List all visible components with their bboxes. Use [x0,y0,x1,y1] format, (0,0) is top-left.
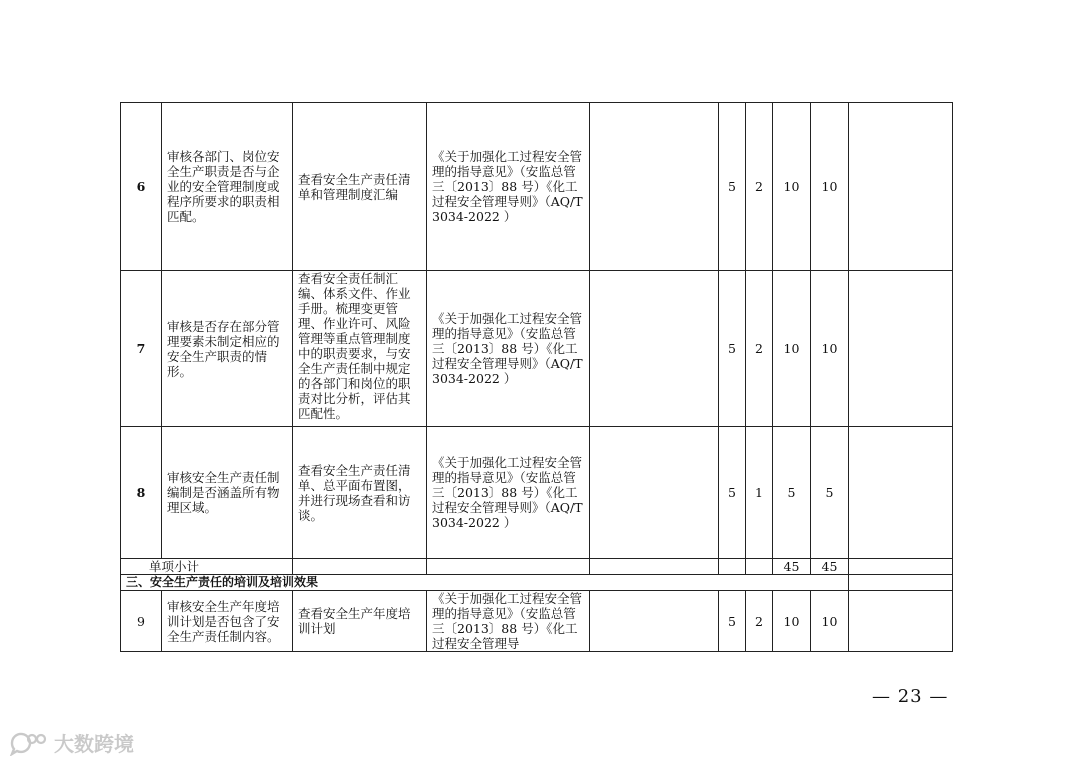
table-row [121,271,953,427]
row-number: 9 [121,591,162,652]
audit-basis: 《关于加强化工过程安全管理的指导意见》（安监总管三〔2013〕88 号）《化工过程安全管理导 [427,591,590,652]
blank-cell [590,103,719,271]
remark-cell [849,591,953,652]
audit-content: 审核安全生产责任制编制是否涵盖所有物理区域。 [162,427,293,559]
score-a: 5 [719,271,746,427]
section-row [121,575,953,591]
table-row [121,427,953,559]
audit-content: 审核是否存在部分管理要素未制定相应的安全生产职责的情形。 [162,271,293,427]
assessment-table [120,102,953,652]
audit-content: 审核安全生产年度培训计划是否包含了安全生产责任制内容。 [162,591,293,652]
score-a: 5 [719,591,746,652]
score-c: 10 [773,591,811,652]
score-b: 2 [746,103,773,271]
score-b: 2 [746,271,773,427]
audit-method: 查看安全生产年度培训计划 [293,591,427,652]
audit-method: 查看安全生产责任清单和管理制度汇编 [293,103,427,271]
watermark [8,728,134,757]
score-d: 10 [811,271,849,427]
row-number: 6 [121,103,162,271]
score-a: 5 [719,103,746,271]
chat-bubble-logo-icon [8,730,48,756]
audit-basis: 《关于加强化工过程安全管理的指导意见》（安监总管三〔2013〕88 号）《化工过程安全管理导则》（AQ/T 3034-2022 ） [427,271,590,427]
table-row [121,103,953,271]
score-d: 10 [811,591,849,652]
score-b: 1 [746,427,773,559]
audit-basis: 《关于加强化工过程安全管理的指导意见》（安监总管三〔2013〕88 号）《化工过程安全管理导则》（AQ/T 3034-2022 ） [427,103,590,271]
subtotal-label: 单项小计 [121,559,293,575]
watermark-text: 大数跨境 [54,732,134,756]
table-row [121,591,953,652]
audit-content: 审核各部门、岗位安全生产职责是否与企业的安全管理制度或程序所要求的职责相匹配。 [162,103,293,271]
subtotal-c: 45 [773,559,811,575]
row-number: 7 [121,271,162,427]
audit-basis: 《关于加强化工过程安全管理的指导意见》（安监总管三〔2013〕88 号）《化工过程安全管理导则》（AQ/T 3034-2022 ） [427,427,590,559]
score-c: 10 [773,271,811,427]
score-c: 10 [773,103,811,271]
remark-cell [849,271,953,427]
subtotal-row [121,559,953,575]
blank-cell [590,591,719,652]
score-a: 5 [719,427,746,559]
score-b: 2 [746,591,773,652]
remark-cell [849,103,953,271]
subtotal-d: 45 [811,559,849,575]
audit-method: 查看安全责任制汇编、体系文件、作业手册。梳理变更管理、作业许可、风险管理等重点管理制度中的职责要求，与安全生产责任制中规定的各部门和岗位的职责对比分析，评估其匹配性。 [293,271,427,427]
score-d: 5 [811,427,849,559]
audit-method: 查看安全生产责任清单、总平面布置图，并进行现场查看和访谈。 [293,427,427,559]
blank-cell [590,427,719,559]
row-number: 8 [121,427,162,559]
score-c: 5 [773,427,811,559]
score-d: 10 [811,103,849,271]
remark-cell [849,427,953,559]
page-number: — 23 — [872,686,949,707]
section-title: 三、安全生产责任的培训及培训效果 [121,575,849,591]
blank-cell [590,271,719,427]
